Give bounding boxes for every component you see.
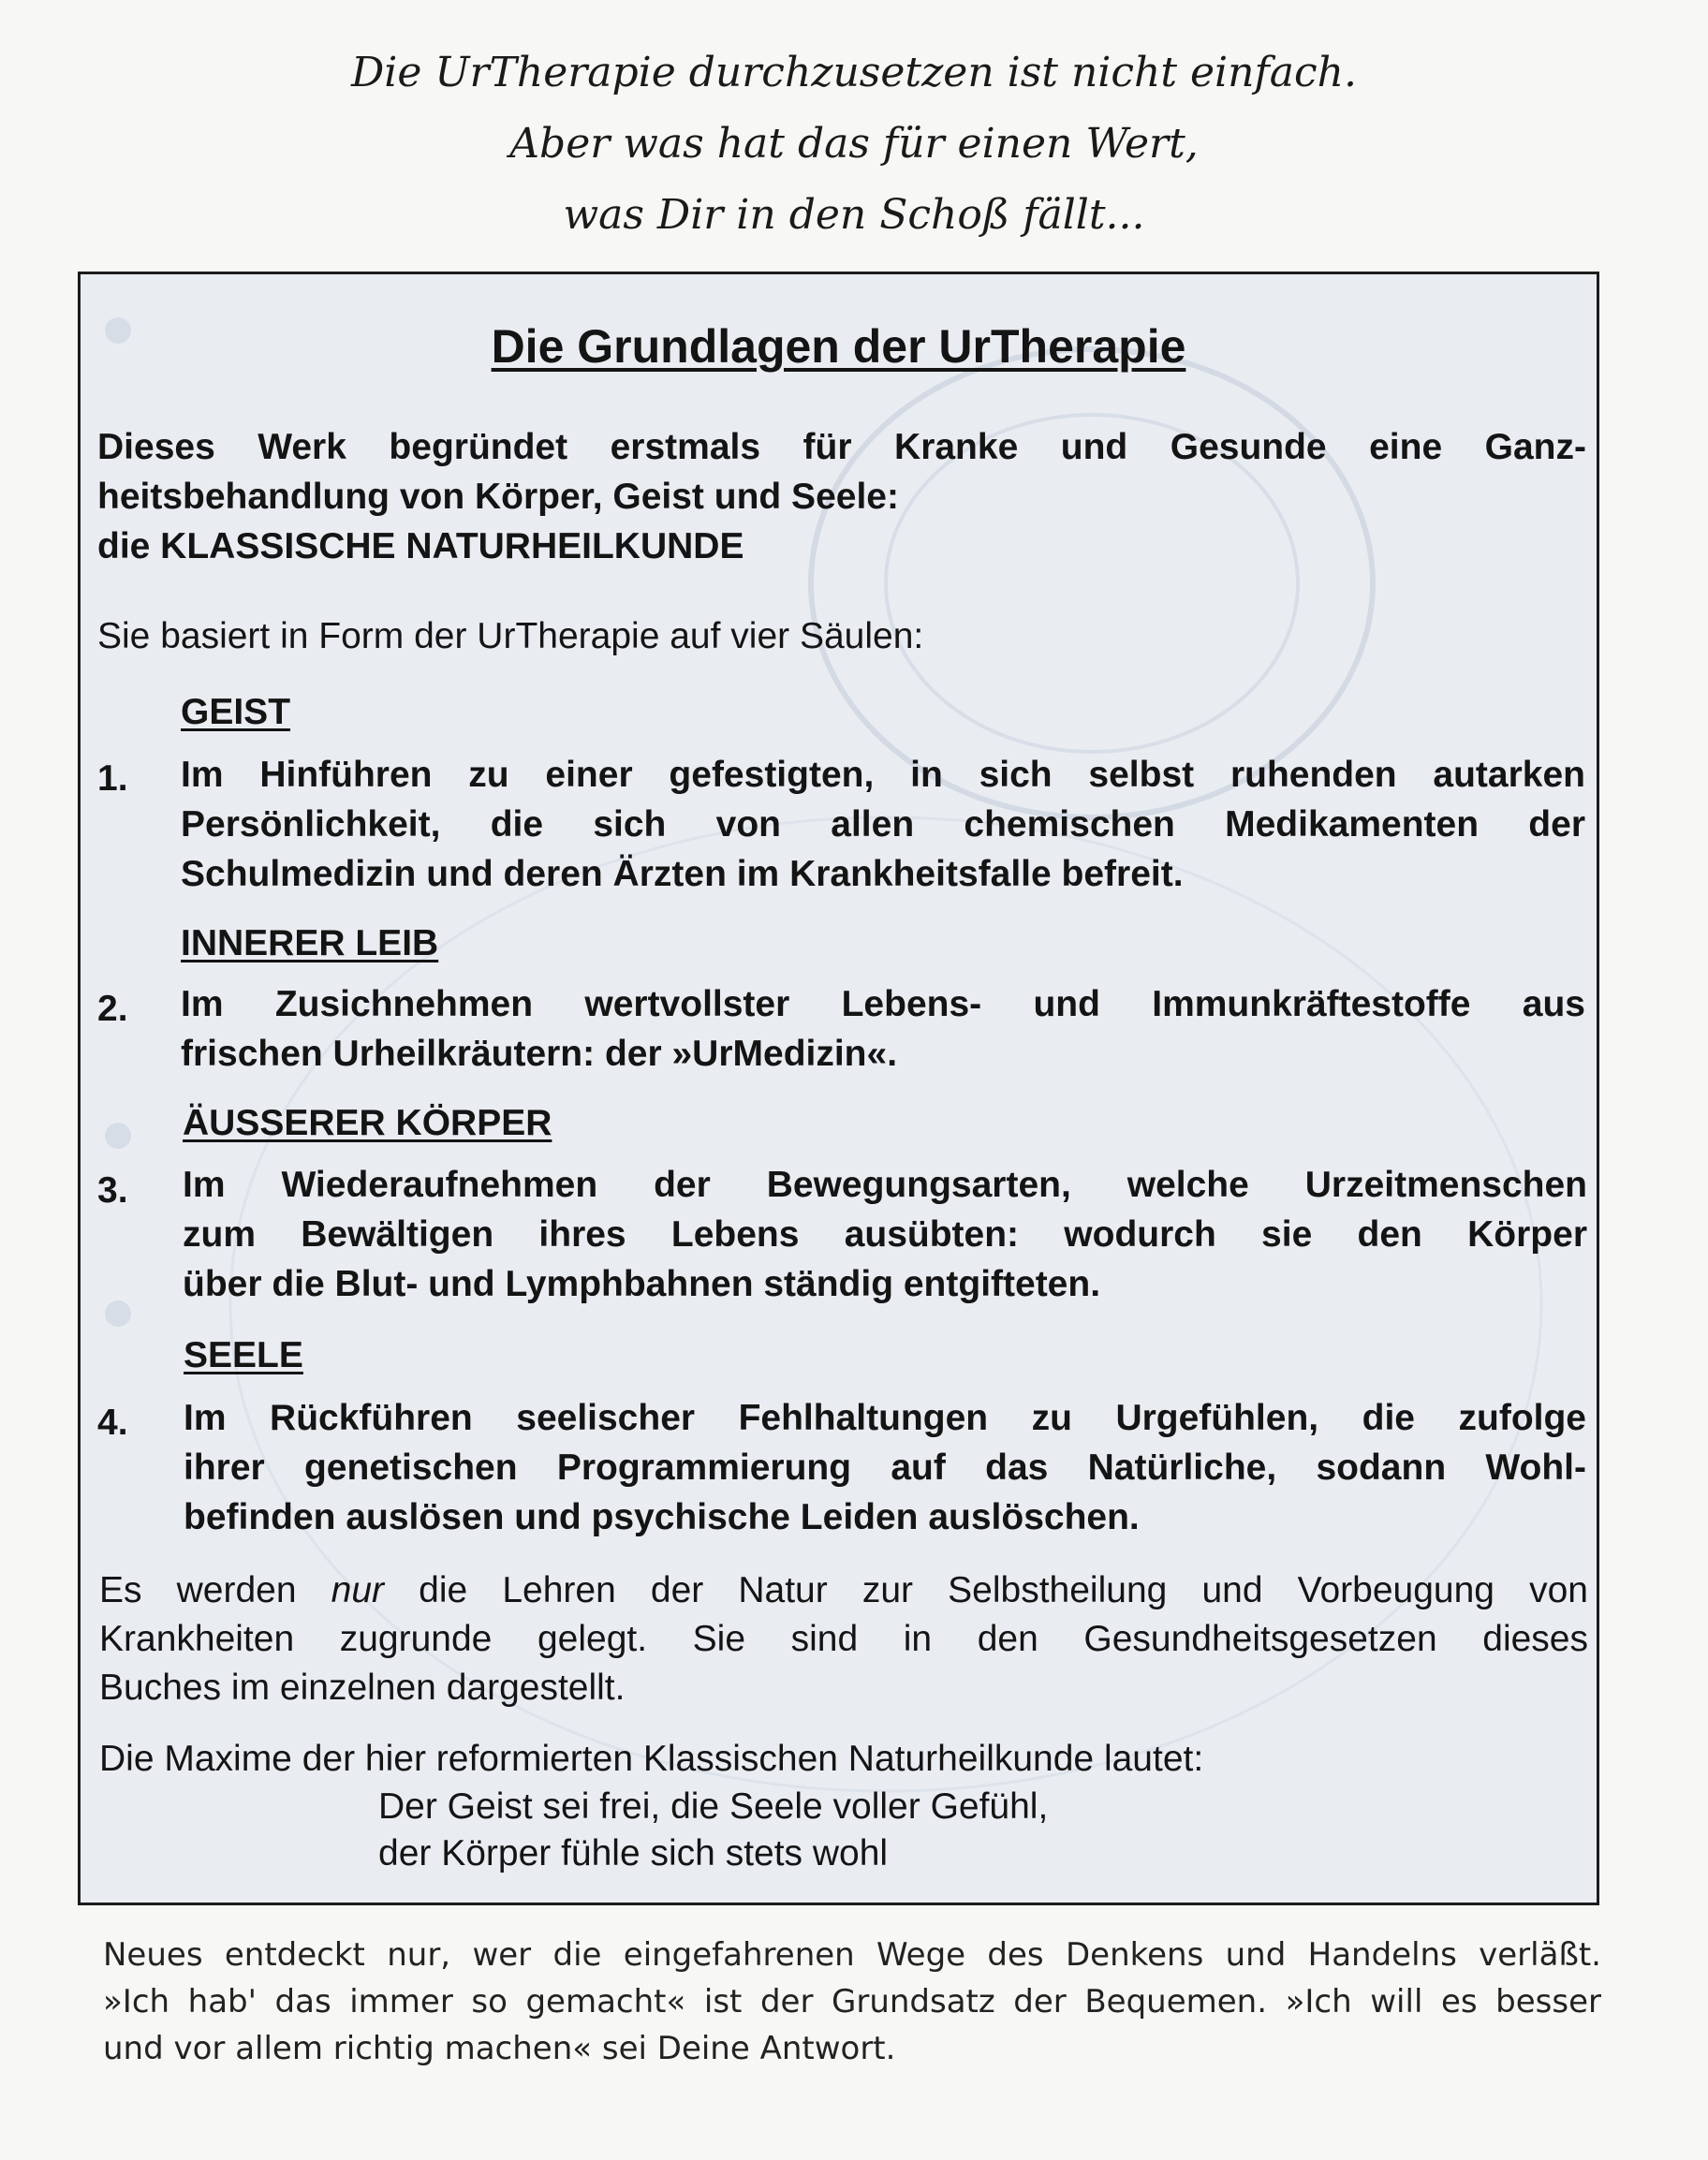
basis-text: Sie basiert in Form der UrTherapie auf vier Säulen:	[97, 616, 924, 656]
pillar-number-3: 3.	[97, 1170, 128, 1211]
pillar-number-2: 2.	[97, 989, 128, 1029]
pillar-heading-seele: SEELE	[184, 1335, 303, 1375]
intro-line-1: Dieses Werk begründet erstmals für Kranke und Gesunde eine Ganz-	[97, 427, 1586, 467]
pillar-3-line-3: über die Blut- und Lymphbahnen ständig entgifteten.	[183, 1264, 1101, 1304]
maxime-intro	[99, 1735, 1588, 1784]
maxime-text: Die Maxime der hier reformierten Klassischen Naturheilkunde lautet:	[99, 1739, 1204, 1779]
lehren-line-1-start: Es werden	[99, 1570, 331, 1610]
lehren-line-3: Buches im einzelnen dargestellt.	[99, 1668, 626, 1708]
pillar-2-line-1: Im Zusichnehmen wertvollster Lebens- und Immunkräftestoffe aus	[181, 984, 1585, 1024]
pillar-4-line-3: befinden auslösen und psychische Leiden auslöschen.	[184, 1497, 1140, 1537]
pillar-heading-innerer-leib: INNERER LEIB	[181, 923, 439, 963]
pillar-3-line-1: Im Wiederaufnehmen der Bewegungsarten, welche Urzeitmenschen	[183, 1165, 1587, 1205]
intro-line-2: heitsbehandlung von Körper, Geist und Seele:	[97, 477, 899, 517]
motto	[0, 37, 1708, 251]
pillar-1-line-1: Im Hinführen zu einer gefestigten, in sich selbst ruhenden autarken	[181, 755, 1585, 795]
pillar-text-1	[181, 750, 1585, 899]
lehren-line-1-end: die Lehren der Natur zur Selbstheilung und Vorbeugung von	[384, 1570, 1588, 1610]
intro-paragraph	[97, 422, 1586, 571]
intro-line-3: die KLASSISCHE NATURHEILKUNDE	[97, 526, 744, 566]
footer-line-2: »Ich hab' das immer so gemacht« ist der Grundsatz der Bequemen. »Ich will es besser	[103, 1983, 1601, 2020]
pillar-text-3	[183, 1160, 1587, 1309]
pillar-number-4: 4.	[97, 1403, 128, 1443]
principles-box	[78, 272, 1599, 1905]
pillar-number-1: 1.	[97, 758, 128, 799]
pillar-4-line-1: Im Rückführen seelischer Fehlhaltungen zu Urgefühlen, die zufolge	[184, 1398, 1586, 1438]
pillar-1-line-2: Persönlichkeit, die sich von allen chemischen Medikamenten der	[181, 804, 1585, 845]
pillar-heading-aeusserer-koerper: ÄUSSERER KÖRPER	[183, 1103, 552, 1143]
lehren-line-1	[99, 1566, 1588, 1615]
pillar-text-2	[181, 979, 1585, 1079]
pillar-1-line-3: Schulmedizin und deren Ärzten im Krankheitsfalle befreit.	[181, 854, 1184, 894]
footer-paragraph	[103, 1932, 1601, 2072]
motto-line-2: Aber was hat das für einen Wert,	[509, 120, 1199, 168]
lehren-emphasis: nur	[331, 1570, 385, 1610]
footer-line-1: Neues entdeckt nur, wer die eingefahrenen Wege des Denkens und Handelns verläßt.	[103, 1936, 1601, 1974]
lehren-line-2: Krankheiten zugrunde gelegt. Sie sind in den Gesundheitsgesetzen dieses	[99, 1619, 1588, 1659]
pillar-heading-geist: GEIST	[181, 692, 291, 732]
pillar-4-line-2: ihrer genetischen Programmierung auf das Natürliche, sodann Wohl-	[184, 1447, 1586, 1488]
motto-line-3: was Dir in den Schoß fällt...	[563, 191, 1145, 239]
pillar-3-line-2: zum Bewältigen ihres Lebens ausübten: wodurch sie den Körper	[183, 1214, 1587, 1255]
page-title: Die Grundlagen der UrTherapie	[491, 320, 1186, 373]
maxime-quote	[378, 1784, 1048, 1877]
pillar-2-line-2: frischen Urheilkräutern: der »UrMedizin«.	[181, 1034, 898, 1074]
pillar-text-4	[184, 1393, 1586, 1542]
motto-line-1: Die UrTherapie durchzusetzen ist nicht einfach.	[351, 49, 1357, 96]
quote-line-2: der Körper fühle sich stets wohl	[378, 1833, 889, 1873]
quote-line-1: Der Geist sei frei, die Seele voller Gefühl,	[378, 1786, 1049, 1827]
footer-line-3: und vor allem richtig machen« sei Deine Antwort.	[103, 2030, 896, 2067]
lehren-paragraph	[99, 1566, 1588, 1712]
